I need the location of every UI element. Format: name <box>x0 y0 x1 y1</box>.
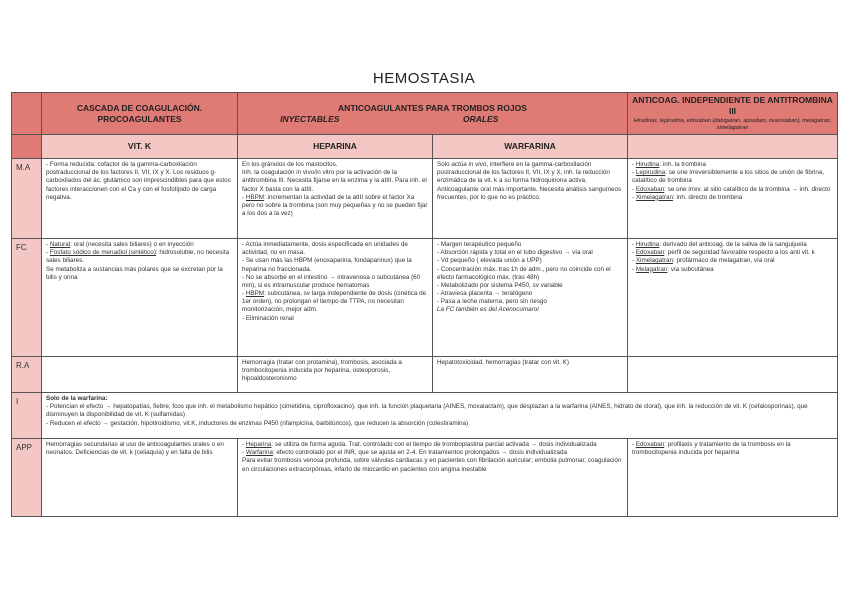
row-label-ma: M.A <box>12 159 42 239</box>
fc-vitk-1-t: : oral (necesita sales biliares) o en inyección <box>70 241 194 248</box>
fc-war-it: La FC también es del Acenocumarol <box>437 306 539 314</box>
header-procoagulantes: CASCADA DE COAGULACIÓN. PROCOAGULANTES <box>42 93 238 135</box>
fc-vitk-1-u: Natural <box>49 241 71 248</box>
header-heparina: HEPARINA <box>238 135 433 159</box>
cell-ma-vitk <box>42 159 238 239</box>
cell-i-interacciones <box>42 393 838 439</box>
header-vitk: VIT. K <box>42 135 238 159</box>
cell-ra-heparina: Hemorragia (tratar con protamina), trombosis, asociada a trombocitopenia inducida por heparina, osteoporosis, hipoaldosteronismo <box>238 357 433 393</box>
fc-c3-0: - Hirudina: derivado del anticoag. de la saliva de la sanguijuela <box>632 241 807 248</box>
ma-war-pre: Solo <box>437 161 452 168</box>
header-anticoagulantes-title: ANTICOAGULANTES PARA TROMBOS ROJOS <box>338 102 527 113</box>
fc-c3-1-u: Edoxaban <box>635 249 665 257</box>
header-orales: ORALES <box>462 113 499 124</box>
cell-ra-vitk <box>42 357 238 393</box>
header-anticoagulantes <box>238 93 628 135</box>
row-label-app: APP <box>12 439 42 517</box>
fc-hep-3-t: : subcutánea, sv larga independiente de dosis (cinética de 1er orden), no prolongan el tiempo de TTPA, no necesitan monitorización, mejor adm. <box>242 290 427 314</box>
cell-app-antitrombina <box>628 439 838 517</box>
cell-app-vitk: Hemorragias secundarias al uso de anticoagulantes orales o en neonatos. Deficiencias de vit. k (celiaquía) y en falta de bilis <box>42 439 238 517</box>
ma-hep-2: Inh. la coagulación in vivo/in vitro por la activación de la antitrombina III. Necesita fijarse en la enzima y la atIII. Para inh. el factor X basta con la atIII. <box>242 169 427 193</box>
fc-war-2: - Vd pequeño ( elevada unión a UPP) <box>437 257 542 265</box>
fc-war-5: - Atraviesa placenta → teratógeno <box>437 290 533 298</box>
fc-vitk-2-t: : hidrosoluble, no necesita sales biliares. <box>46 249 230 265</box>
ma-c3-1: - Lepirudina: se une irreversiblemente a los sitios de unión de fibrina, catalítico de trombina <box>632 169 825 185</box>
fc-c3-2-u: Ximelagatran <box>635 257 673 265</box>
header-corner <box>12 93 42 135</box>
app-hep-2: - Warfarina: efecto controlado por el INR, que se ajusta en 2-4. En tratamientos prolongados → dosis individualizada <box>242 449 567 457</box>
ma-c3-1-u: Lepirudina <box>635 169 666 177</box>
fc-c3-1-t: : perfil de seguridad favorable respecto a los anti vit. k <box>664 249 815 257</box>
header-empty <box>628 135 838 159</box>
app-hep-1-u: Heparina <box>245 441 272 448</box>
ma-war-rest: , interfiere en la gamma-carboxilación postraduccional de los factores II, VII, IX y X, inh. la reducción enzimática de la vit. k a su forma hidroquinona activa. Anticoagulante oral más importante. Necesita análisis sanguíneos frecuentes, por lo que no es práctico. <box>437 161 622 201</box>
fc-war-6: - Pasa a leche materna, pero sin riesgo <box>437 298 547 306</box>
fc-vitk-3: Se metaboliza a sustancias más polares que se excretan por la bilis y orina <box>46 265 223 281</box>
cell-fc-warfarina <box>433 239 628 357</box>
i-head: Solo de la warfarina: <box>46 395 108 402</box>
fc-hep-0: - Actúa inmediatamente, dosis especificada en unidades de actividad, no en masa. <box>242 241 408 257</box>
ma-hep-3-t: : incrementan la actividad de la atIII sobre el factor Xa pero no sobre la trombina (son muy pequeñas y no se pueden fijar a los dos a la vez) <box>242 193 428 218</box>
header-corner-2 <box>12 135 42 159</box>
ma-hep-1: En los gránulos de los mastocitos. <box>242 161 338 168</box>
app-hep-1-t: : se utiliza de forma aguda. Trat. controlado con el tiempo de tromboplastina parcial activada → dosis individualizada <box>271 441 597 448</box>
fc-hep-3: - HBPM: subcutánea, sv larga independiente de dosis (cinética de 1er orden), no prolongan el tiempo de TTPA, no necesitan monitorización, mejor adm. <box>242 290 427 314</box>
header-inyectables: INYECTABLES <box>280 113 340 124</box>
ma-hep-3-u: HBPM <box>245 193 265 201</box>
fc-c3-0-t: : derivado del anticoag. de la saliva de la sanguijuela <box>659 241 807 248</box>
ma-hep-3: - HBPM: incrementan la actividad de la atIII sobre el factor Xa pero no sobre la trombina (son muy pequeñas y no se pueden fijar a los dos a la vez) <box>242 193 428 218</box>
cell-fc-heparina <box>238 239 433 357</box>
ma-vitk-text: - Forma reducida: cofactor de la gamma-carboxilación postraduccional de los factores II, VII, IX y X. Los residuos g-carboxilados del ác. glutámico son imprescindibles para que estos factores interaccionen con el Ca y con el fosfolípido de carga negativa. <box>46 161 231 201</box>
app-hep-3: Para evitar trombosis venosa profunda, sobre válvulas cardiacas y en pacientes con fibrilación auricular; embolia pulmonar, coagulación en circulaciones extracorpóreas, infarto de miocardio en pacientes con angina inestable <box>242 457 622 473</box>
cell-fc-vitk <box>42 239 238 357</box>
fc-hep-3-u: HBPM <box>245 290 265 298</box>
fc-hep-1: - Se usan más las HBPM (enoxaparina, fondaparinux) que la heparina no fraccionada. <box>242 257 412 273</box>
ma-c3-3: - Ximelagatran: inh. directo de trombina <box>632 193 743 201</box>
app-hep-1: - Heparina: se utiliza de forma aguda. Trat. controlado con el tiempo de tromboplastina parcial activada → dosis individualizada <box>242 441 597 448</box>
page-title: HEMOSTASIA <box>372 70 476 87</box>
fc-c3-3: - Melagatran: vía subcutánea <box>632 265 714 273</box>
ma-c3-3-u: Ximelagatran <box>635 193 673 201</box>
header-antitrombina-title: ANTICOAG. INDEPENDIENTE DE ANTITROMBINA III <box>632 95 833 116</box>
fc-war-3: - Concentración máx. tras 1h de adm., pero no coincide con el efecto farmacológico máx. (tras 48h) <box>437 265 611 281</box>
header-warfarina: WARFARINA <box>433 135 628 159</box>
fc-c3-1: - Edoxaban: perfil de seguridad favorable respecto a los anti vit. k <box>632 249 815 257</box>
ma-c3-2: - Edoxaban: se une irrev. al sitio catalítico de la trombina → inh. directo <box>632 185 831 193</box>
row-label-fc: FC <box>12 239 42 357</box>
cell-ra-antitrombina <box>628 357 838 393</box>
ma-c3-2-u: Edoxaban <box>635 185 665 193</box>
fc-vitk-2-u: Fosfato sódico de menadiol (sintético) <box>49 249 156 257</box>
fc-c3-3-u: Melagatran <box>635 265 668 273</box>
ma-c3-2-t: : se une irrev. al sitio catalítico de la trombina → inh. directo <box>664 185 831 193</box>
ma-c3-0-u: Hirudina <box>635 161 660 168</box>
cell-app-anticoagulantes <box>238 439 628 517</box>
app-c3: - Edoxaban: profilaxis y tratamiento de la trombosis en la trombocitopenia inducida por heparina <box>632 441 791 457</box>
fc-hep-4: - Eliminación renal <box>242 314 294 322</box>
row-label-ra: R.A <box>12 357 42 393</box>
cell-ma-warfarina <box>433 159 628 239</box>
cell-ma-heparina <box>238 159 433 239</box>
cell-ra-warfarina: Hepatotoxicidad, hemorragias (tratar con vit. K) <box>433 357 628 393</box>
ma-c3-1-t: : se une irreversiblemente a los sitios de unión de fibrina, catalítico de trombina <box>632 169 825 185</box>
app-hep-2-u: Warfarina <box>245 449 273 457</box>
fc-c3-2: - Ximelagatran: profármaco de melagatran, vía oral <box>632 257 775 265</box>
row-label-i: I <box>12 393 42 439</box>
ma-c3-3-t: : inh. directo de trombina <box>672 193 743 201</box>
header-antitrombina <box>628 93 838 135</box>
fc-c3-3-t: : vía subcutánea <box>667 265 714 273</box>
ma-c3-0-t: : inh. la trombina <box>659 161 706 168</box>
fc-vitk-1: - Natural: oral (necesita sales biliares) o en inyección <box>46 241 194 248</box>
i-line-0: - Potencian el efecto → hepatopatías, fiebre; fcos que inh. el metabolismo hepático (cimetidina, ciprofloxacino), que inh. la función plaquetaria (AINES, moxalactam), que desplazan a la warfarina (AINES, hidrato de cloral), que inh. la reducción de vit. K (cefalosporinas), que disminuyen la disponibilidad de vit. K (sulfamidas) <box>46 403 808 419</box>
fc-vitk-2: - Fosfato sódico de menadiol (sintético): hidrosoluble, no necesita sales biliares. <box>46 249 230 265</box>
app-c3-t: : profilaxis y tratamiento de la trombosis en la trombocitopenia inducida por heparina <box>632 441 791 457</box>
fc-war-1: - Absorción rápida y total en el tubo digestivo → vía oral <box>437 249 593 257</box>
fc-c3-2-t: : profármaco de melagatran, vía oral <box>672 257 775 265</box>
app-hep-2-t: : efecto controlado por el INR, que se ajusta en 2-4. En tratamientos prolongados → dosis individualizada <box>272 449 567 457</box>
ma-war-it: actúa in vivo <box>451 161 487 168</box>
ma-c3-0: - Hirudina: inh. la trombina <box>632 161 706 168</box>
header-antitrombina-sub: Hirudinas, lepirudina, edoxaban (dabigatran, apixaban, rivaroxaban), melagatran, ximelagatran <box>633 118 832 132</box>
cell-ma-antitrombina <box>628 159 838 239</box>
i-line-1: - Reducen el efecto → gestación, hipotiroidismo, vit.K, inductores de enzimas P450 (rifampicina, barbitúricos), que reducen la absorción (colestiramina) <box>46 419 469 427</box>
app-c3-u: Edoxaban <box>635 441 665 448</box>
hemostasia-table <box>11 92 838 517</box>
cell-fc-antitrombina <box>628 239 838 357</box>
fc-hep-2: - No se absorbe en el intestino → intravenosa o subcutánea (60 min), si es intramuscular produce hematomas <box>242 273 421 289</box>
fc-war-0: - Margen terapéutico pequeño <box>437 241 522 248</box>
fc-war-4: - Metabolizado por sistema P450, sv variable <box>437 281 563 289</box>
fc-c3-0-u: Hirudina <box>635 241 660 248</box>
